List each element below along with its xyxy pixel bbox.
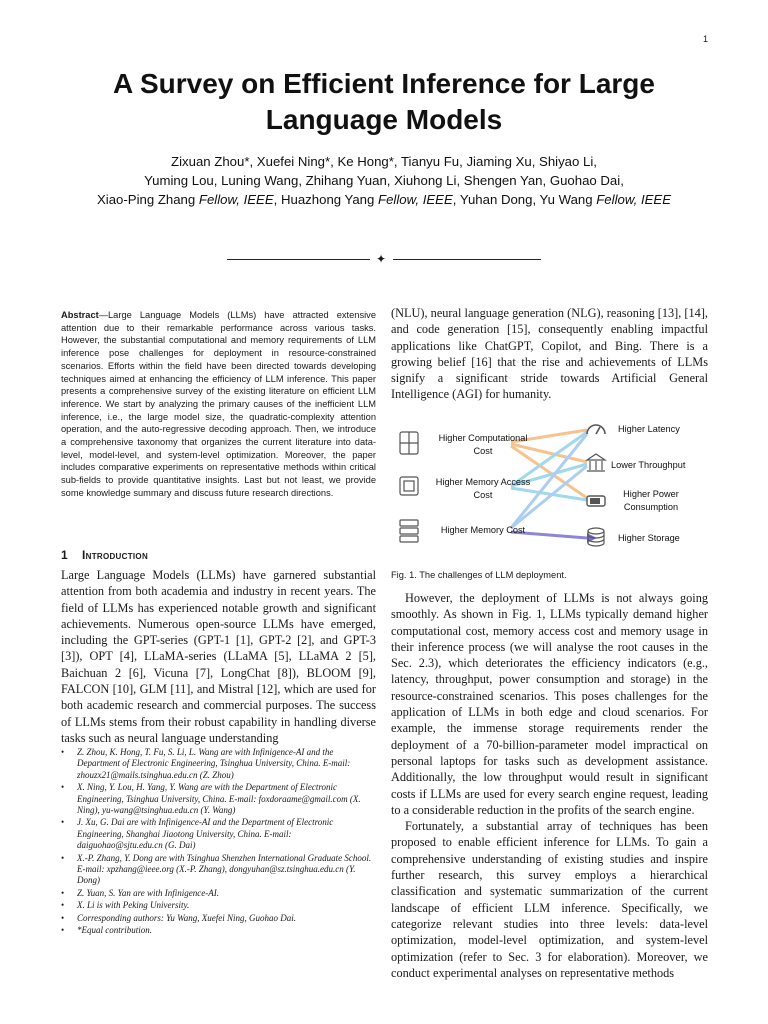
footnote-item: • Corresponding authors: Yu Wang, Xuefei Ning, Guohao Dai. <box>61 913 376 924</box>
battery-icon <box>587 496 605 506</box>
memory-chip-icon <box>400 477 418 495</box>
database-icon <box>588 528 604 546</box>
page-number: 1 <box>702 34 708 44</box>
effect-label-power-1: Higher Power <box>623 489 679 499</box>
cause-label-access-1: Higher Memory Access <box>435 477 531 487</box>
title-line-1: A Survey on Efficient Inference for Large <box>113 68 655 99</box>
cause-label-memory: Higher Memory Cost <box>440 525 526 535</box>
author-line-2: Yuming Lou, Luning Wang, Zhihang Yuan, Xiuhong Li, Shengen Yan, Guohao Dai, <box>144 173 624 188</box>
abstract-text: —Large Language Models (LLMs) have attracted extensive attention due to their remarkable performance across various tasks. However, the substantial computational and memory requirements of LLM inference pose challenges for deployment in resource-constrained scenarios. Efforts within the field have been directed towards developing techniques aimed at enhancing the efficiency of LLM inference. This paper presents a comprehensive survey of the existing literature on efficient LLM inference. We start by analyzing the primary causes of the inefficient LLM inference, i.e., the large model size, the quadratic-complexity attention operation, and the auto-regressive decoding approach. Then, we introduce a comprehensive taxonomy that organizes the current literature into data-level, model-level, and system-level optimization. Moreover, the paper includes comparative experiments on representative methods within critical sub-fields to provide quantitative insights. Last but not least, we provide some knowledge summary and discuss future research directions. <box>61 310 376 498</box>
effect-label-latency: Higher Latency <box>618 424 680 434</box>
effect-label-throughput: Lower Throughput <box>611 460 686 470</box>
divider-ornament-icon: ✦ <box>376 252 387 266</box>
section-number: 1 <box>61 548 68 562</box>
footnote-item: • *Equal contribution. <box>61 925 376 936</box>
intro-paragraph-2: However, the deployment of LLMs is not always going smoothly. As shown in Fig. 1, LLMs typically demand higher computational cost, memory access cost and memory usage in their inference process (we will analyse the root causes in the Sec. 2.3), which deteriorates the efficiency indicators (e.g., latency, throughput, power consumption and storage) in the resource-constrained scenarios. This poses challenges for the application of LLMs in both edge and cloud scenarios. For example, the immense storage requirements render the deployment of a 70-billion-parameter model impractical on personal laptops for tasks such as development assistance. Additionally, the low throughput would result in significant costs if LLMs are used for every search engine request, leading to a considerable reduction in the profits of the search engine. <box>391 591 708 817</box>
author-line-3: Xiao-Ping Zhang Fellow, IEEE, Huazhong Yang Fellow, IEEE, Yuhan Dong, Yu Wang Fellow, IEEE <box>96 192 672 207</box>
effect-label-storage: Higher Storage <box>618 533 680 543</box>
footnote-item: • X. Li is with Peking University. <box>61 900 376 911</box>
calculator-icon <box>400 432 418 454</box>
figure-llm-challenges <box>391 414 708 564</box>
section-title: Introduction <box>81 548 149 562</box>
intro-paragraph-1: Large Language Models (LLMs) have garnered substantial attention from both academia and industry in recent years. The field of LLMs has experienced notable growth and significant achievements. Numerous open-source LLMs have emerged, including the GPT-series (GPT-1 [1], GPT-2 [2], and GPT-3 [3]), OPT [4], LLaMA-series (LLaMA [5], LLaMA 2 [5], Baichuan 2 [6], Vicuna [7], LongChat [8]), BLOOM [9], FALCON [10], GLM [11], and Mistral [12], which are used for both academic research and commercial purposes. The success of LLMs stems from their robust capability in handling diverse tasks such as neural language understanding <box>61 568 376 745</box>
effect-label-power-2: Consumption <box>623 502 679 512</box>
footnote-item: • X. Ning, Y. Lou, H. Yang, Y. Wang are with the Department of Electronic Engineering, Tsinghua University, China. E-mail: foxdoraame@gmail.com (X. Ning), yu-wang@tsinghua.edu.cn (Y. Wang) <box>61 782 376 816</box>
section-heading-introduction <box>61 548 148 562</box>
cause-label-access-2: Cost <box>473 490 493 500</box>
author-footnotes <box>61 747 376 938</box>
title-line-2: Language Models <box>265 104 503 135</box>
abstract <box>61 309 376 500</box>
title-divider-left <box>227 259 370 260</box>
intro-right-column <box>391 590 708 981</box>
footnote-item: • Z. Zhou, K. Hong, T. Fu, S. Li, L. Wang are with Infinigence-AI and the Department of Electronic Engineering, Tsinghua University, China. E-mail: zhouzx21@mails.tsinghua.edu.cn (Z. Zhou) <box>61 747 376 781</box>
title-divider-right <box>393 259 541 260</box>
cause-label-computational-1: Higher Computational <box>438 433 528 443</box>
author-line-1: Zixuan Zhou*, Xuefei Ning*, Ke Hong*, Tianyu Fu, Jiaming Xu, Shiyao Li, <box>171 154 597 169</box>
footnote-item: • J. Xu, G. Dai are with Infinigence-AI and the Department of Electronic Engineering, Shanghai Jiaotong University, China. E-mail: daiguohao@sjtu.edu.cn (G. Dai) <box>61 817 376 851</box>
figure-caption: Fig. 1. The challenges of LLM deployment. <box>391 570 567 580</box>
author-list <box>40 152 728 209</box>
abstract-label: Abstract <box>61 310 99 320</box>
storage-stack-icon <box>400 520 418 542</box>
intro-paragraph-1-continued: (NLU), neural language generation (NLG), reasoning [13], [14], and code generation [15], consequently enabling impactful applications like ChatGPT, Copilot, and Bing. There is a growing belief [16] that the rise and achievements of LLMs signify a significant stride towards Artificial General Intelligence (AGI) for humanity. <box>391 306 708 402</box>
paper-title <box>0 66 768 138</box>
speedometer-icon <box>587 425 605 434</box>
intro-paragraph-3: Fortunately, a substantial array of techniques has been proposed to enable efficient inference for LLMs. To gain a comprehensive understanding of existing studies and inspire further research, this survey employs a hierarchical classification and systematic summarization of the current landscape of efficient LLM inference. Specifically, we categorize relevant studies into three levels: data-level optimization, model-level optimization, and system-level optimization (refer to Sec. 3 for elaboration). Moreover, we conduct experimental analyses on representative methods <box>391 819 708 980</box>
footnote-item: • X.-P. Zhang, Y. Dong are with Tsinghua Shenzhen International Graduate School. E-mail: xpzhang@ieee.org (X.-P. Zhang), dongyuhan@sz.tsinghua.edu.cn (Y. Dong) <box>61 853 376 887</box>
bank-icon <box>587 454 605 471</box>
footnote-item: • Z. Yuan, S. Yan are with Infinigence-AI. <box>61 888 376 899</box>
cause-label-computational-2: Cost <box>473 446 493 456</box>
